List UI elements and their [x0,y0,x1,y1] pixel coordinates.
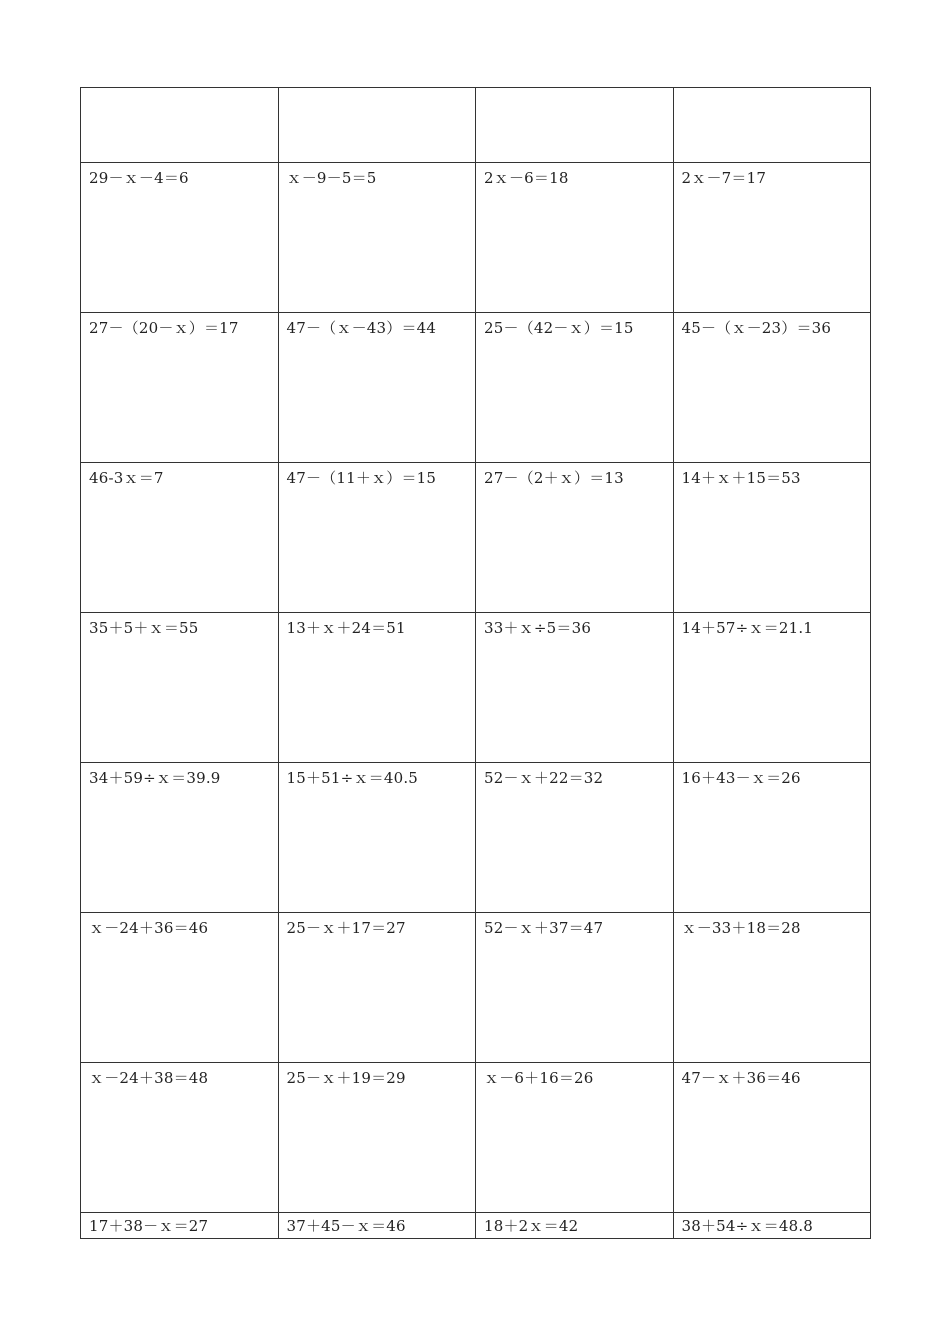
equation-cell [278,1213,476,1239]
equation-text: 2ｘ－6＝18 [484,169,569,187]
equation-text: ｘ－33＋18＝28 [681,919,801,937]
equation-text: 47－（11＋ｘ）＝15 [286,469,437,487]
equation-worksheet-table [80,87,871,1239]
equation-text: ｘ－24＋38＝48 [89,1069,209,1087]
equation-text: 38＋54÷ｘ＝48.8 [681,1217,814,1235]
equation-text: 17＋38－ｘ＝27 [89,1217,209,1235]
header-cell [476,88,674,163]
equation-cell [673,913,871,1063]
equation-text: 33＋ｘ÷5＝36 [484,619,592,637]
equation-text: 47－ｘ＋36＝46 [681,1069,801,1087]
table-row [81,763,871,913]
equation-cell [81,1213,279,1239]
header-text [81,88,278,93]
equation-cell [278,313,476,463]
equation-cell [278,463,476,613]
equation-cell [81,763,279,913]
equation-cell [673,463,871,613]
table-row [81,1213,871,1239]
header-text [476,88,673,93]
equation-text: ｘ－9－5＝5 [286,169,377,187]
header-cell [673,88,871,163]
equation-cell [673,763,871,913]
equation-cell [278,913,476,1063]
header-row [81,88,871,163]
equation-cell [278,613,476,763]
equation-cell [81,163,279,313]
equation-text: 34＋59÷ｘ＝39.9 [89,769,221,787]
header-cell [81,88,279,163]
table-row [81,1063,871,1213]
equation-cell [673,1063,871,1213]
table-row [81,313,871,463]
equation-text: 46-3ｘ＝7 [89,469,164,487]
equation-text: 14＋57÷ｘ＝21.1 [681,619,814,637]
equation-cell [278,1063,476,1213]
header-cell [278,88,476,163]
equation-cell [476,913,674,1063]
equation-cell [81,913,279,1063]
equation-text: 29－ｘ－4＝6 [89,169,189,187]
equation-text: 52－ｘ＋37＝47 [484,919,604,937]
equation-text: 47－（ｘ－43）＝44 [286,319,437,337]
equation-cell [673,163,871,313]
table-row [81,913,871,1063]
equation-text: 35＋5＋ｘ＝55 [89,619,199,637]
equation-cell [673,1213,871,1239]
equation-text: ｘ－6＋16＝26 [484,1069,594,1087]
equation-cell [476,613,674,763]
equation-text: 15＋51÷ｘ＝40.5 [286,769,419,787]
table-row [81,463,871,613]
equation-cell [81,1063,279,1213]
equation-text: 52－ｘ＋22＝32 [484,769,604,787]
equation-cell [673,313,871,463]
equation-cell [81,613,279,763]
equation-text: 13＋ｘ＋24＝51 [286,619,406,637]
equation-text: 27－（2＋ｘ）＝13 [484,469,624,487]
equation-cell [81,313,279,463]
table-row [81,163,871,313]
equation-text: 45－（ｘ－23）＝36 [681,319,832,337]
equation-cell [476,763,674,913]
equation-text: 18＋2ｘ＝42 [484,1217,579,1235]
equation-text: 14＋ｘ＋15＝53 [681,469,801,487]
equation-text: 27－（20－ｘ）＝17 [89,319,239,337]
equation-cell [673,613,871,763]
equation-text: 25－ｘ＋17＝27 [286,919,406,937]
equation-cell [278,163,476,313]
equation-cell [278,763,476,913]
equation-cell [476,463,674,613]
equation-text: 25－ｘ＋19＝29 [286,1069,406,1087]
equation-cell [81,463,279,613]
equation-text: ｘ－24＋36＝46 [89,919,209,937]
equation-text: 2ｘ－7＝17 [681,169,767,187]
equation-cell [476,1213,674,1239]
equation-cell [476,1063,674,1213]
equation-text: 37＋45－ｘ＝46 [286,1217,406,1235]
equation-cell [476,313,674,463]
header-text [674,88,871,93]
equation-text: 16＋43－ｘ＝26 [681,769,801,787]
equation-cell [476,163,674,313]
table-row [81,613,871,763]
equation-text: 25－（42－ｘ）＝15 [484,319,634,337]
header-text [279,88,476,93]
